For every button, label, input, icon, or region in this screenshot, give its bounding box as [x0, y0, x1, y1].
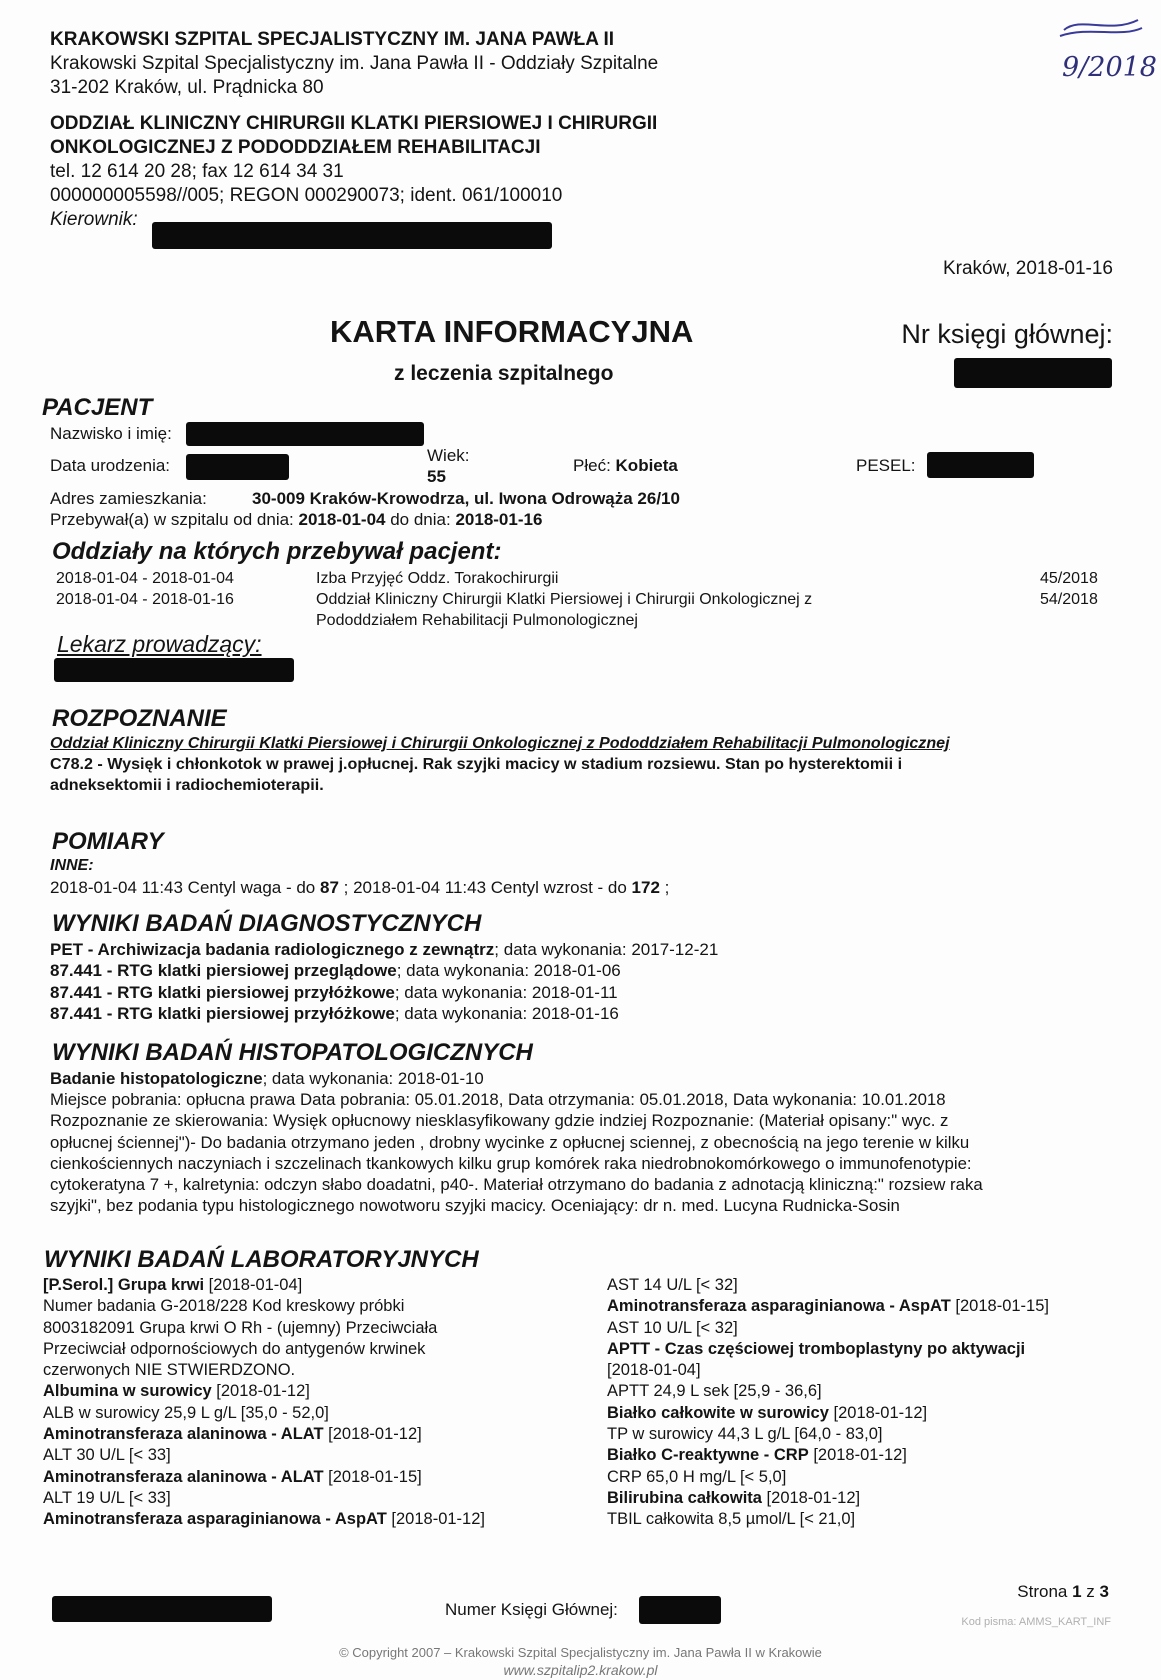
diag-test-date: ; data wykonania: 2018-01-16 [394, 1004, 619, 1024]
scribble-mark [1050, 8, 1145, 42]
diag-test-row [50, 960, 718, 981]
redacted-doctor-name [54, 658, 294, 682]
department-ids: 000000005598//005; REGON 000290073; ident. 061/100010 [50, 185, 563, 206]
patient-name-label: Nazwisko i imię: [50, 424, 172, 443]
lab-test-detail: [2018-01-15] [323, 1467, 422, 1486]
histo-title-date: ; data wykonania: 2018-01-10 [262, 1069, 484, 1088]
lab-test-detail: ALT 19 U/L [< 33] [43, 1488, 171, 1507]
wards-heading: Oddziały na których przebywał pacjent: [52, 538, 502, 565]
dob-label: Data urodzenia: [50, 456, 171, 475]
lab-row [607, 1424, 1049, 1445]
page-counter [1017, 1582, 1109, 1602]
lab-row [43, 1296, 485, 1317]
histo-title [50, 1068, 983, 1089]
lab-row [43, 1467, 485, 1488]
height-label: ; 2018-01-04 11:43 Centyl wzrost - do [338, 878, 632, 897]
lab-test-detail: [2018-01-04] [607, 1361, 701, 1380]
histo-line: opłucnej ściennej")- Do badania otrzymano jeden , drobny wycinke z opłucnej sciennej, z obecnością na jego terenie w kilku [50, 1132, 970, 1152]
redacted-dob [186, 454, 289, 480]
lab-row [607, 1488, 1049, 1509]
lab-test-detail: Numer badania G-2018/228 Kod kreskowy próbki [43, 1297, 405, 1316]
lab-heading: WYNIKI BADAŃ LABORATORYJNYCH [44, 1246, 479, 1273]
histo-line: Miejsce pobrania: opłucna prawa Data pobrania: 05.01.2018, Data otrzymania: 05.01.2018, Data wykonania: 10.01.2018 [50, 1090, 946, 1110]
histo-line: cienkościennych naczyniach i szczelinach tkankowych kilku grup komórek raka niedrobnokomórkowego o immunofenotypie: [50, 1153, 972, 1173]
lab-row [43, 1339, 485, 1360]
measurements-heading: POMIARY [52, 828, 164, 855]
histo-line: Rozpoznanie ze skierowania: Wysięk opłucnowy niesklasyfikowany gdzie indziej Rozpoznanie: (Materiał opisany:" wyc. z [50, 1111, 949, 1131]
address-value: 30-009 Kraków-Krowodrza, ul. Iwona Odrowąża 26/10 [252, 489, 680, 508]
lab-test-name: APTT - Czas częściowej tromboplastyny po aktywacji [607, 1339, 1026, 1358]
lab-row [607, 1445, 1049, 1466]
lab-test-name: Aminotransferaza alaninowa - ALAT [43, 1467, 324, 1486]
lab-test-name: Białko całkowite w surowicy [607, 1403, 829, 1422]
diag-test-name: 87.441 - RTG klatki piersiowej przyłóżkowe [50, 982, 395, 1002]
lab-test-detail: AST 14 U/L [< 32] [607, 1276, 738, 1294]
lab-row [43, 1275, 485, 1296]
redacted-patient-name [186, 422, 424, 446]
lab-row [43, 1360, 485, 1381]
lab-test-name: Aminotransferaza asparaginianowa - AspAT [607, 1297, 951, 1316]
lab-test-name: Aminotransferaza alaninowa - ALAT [43, 1425, 324, 1444]
ward-number-2: 54/2018 [1040, 591, 1098, 608]
lab-test-detail: TP w surowicy 44,3 L g/L [64,0 - 83,0] [607, 1425, 883, 1444]
lab-test-detail: 8003182091 Grupa krwi O Rh - (ujemny) Przeciwciała [43, 1318, 438, 1337]
lab-row [607, 1403, 1049, 1424]
diag-test-date: ; data wykonania: 2018-01-11 [394, 982, 618, 1002]
lab-row [43, 1403, 485, 1424]
lab-row [607, 1318, 1049, 1339]
diag-test-name: 87.441 - RTG klatki piersiowej przyłóżkowe [50, 1004, 395, 1024]
ward-name-2: Oddział Kliniczny Chirurgii Klatki Piersiowej i Chirurgii Onkologicznej z [316, 591, 813, 608]
redacted-book-number [954, 358, 1112, 388]
lab-test-detail: [2018-01-15] [950, 1297, 1049, 1316]
diagnosis-line-2: adneksektomii i radiochemioterapii. [50, 776, 324, 794]
lab-row [43, 1381, 485, 1402]
diag-test-row [50, 939, 718, 960]
lab-row [43, 1488, 485, 1509]
diag-test-row [50, 982, 718, 1003]
stay-to: 2018-01-16 [455, 510, 543, 529]
document-code: Kod pisma: AMMS_KART_INF [961, 1616, 1111, 1628]
lab-test-detail: [2018-01-04] [204, 1276, 303, 1294]
address-label: Adres zamieszkania: [50, 489, 207, 508]
hospital-header [50, 28, 658, 232]
lab-test-name: Albumina w surowicy [43, 1382, 212, 1401]
lab-test-detail: APTT 24,9 L sek [25,9 - 36,6] [607, 1382, 822, 1401]
ward-dates-1: 2018-01-04 - 2018-01-04 [56, 570, 234, 587]
stay-dates [50, 510, 542, 530]
age-value: 55 [427, 467, 446, 486]
document-date: Kraków, 2018-01-16 [942, 258, 1113, 279]
lab-test-detail: ALT 30 U/L [< 33] [43, 1446, 171, 1465]
stay-prefix: Przebywał(a) w szpitalu od dnia: [50, 510, 294, 529]
page-number: 1 [1072, 1582, 1082, 1601]
pesel-label: PESEL: [856, 456, 916, 475]
sex-value: Kobieta [615, 456, 678, 475]
lab-row [607, 1467, 1049, 1488]
hospital-name: KRAKOWSKI SZPITAL SPECJALISTYCZNY IM. JANA PAWŁA II [50, 29, 615, 50]
lab-test-detail: CRP 65,0 H mg/L [< 5,0] [607, 1467, 787, 1486]
document-subtitle: z leczenia szpitalnego [394, 362, 614, 385]
ward-name-2-cont: Pododdziałem Rehabilitacji Pulmonologicznej [316, 612, 638, 629]
department-line-1: ODDZIAŁ KLINICZNY CHIRURGII KLATKI PIERSIOWEJ I CHIRURGII [50, 113, 658, 134]
lab-test-detail: [2018-01-12] [828, 1403, 928, 1422]
lab-row [43, 1318, 485, 1339]
ward-name-1: Izba Przyjęć Oddz. Torakochirurgii [316, 570, 559, 587]
lab-test-detail: AST 10 U/L [< 32] [607, 1318, 738, 1337]
diag-test-date: ; data wykonania: 2017-12-21 [494, 940, 719, 959]
ward-number-1: 45/2018 [1040, 570, 1098, 587]
lab-row [607, 1381, 1049, 1402]
hospital-address: 31-202 Kraków, ul. Prądnicka 80 [50, 77, 324, 98]
lab-test-detail: [2018-01-12] [386, 1510, 485, 1529]
patient-heading: PACJENT [42, 394, 153, 421]
histo-line: szyjki", bez podania typu histologicznego nowotworu szyjki macicy. Oceniający: dr n. med. Lucyna Rudnicka-Sosin [50, 1196, 900, 1216]
redacted-footer-book-number [639, 1596, 721, 1624]
lab-row [43, 1424, 485, 1445]
copyright: © Copyright 2007 – Krakowski Szpital Specjalistyczny im. Jana Pawła II w Krakowie [339, 1645, 822, 1660]
department-line-2: ONKOLOGICZNEJ Z PODODDZIAŁEM REHABILITACJI [50, 137, 541, 158]
diag-test-name: PET - Archiwizacja badania radiologicznego z zewnątrz [50, 940, 495, 959]
redacted-pesel [927, 452, 1034, 478]
lab-row [607, 1296, 1049, 1317]
lab-left-column [43, 1275, 485, 1531]
stay-mid: do dnia: [390, 510, 451, 529]
lab-row [607, 1275, 1049, 1296]
doctor-heading: Lekarz prowadzący: [57, 631, 262, 657]
measurements-values [50, 878, 669, 898]
diagnosis-line-1: C78.2 - Wysięk i chłonkotok w prawej j.opłucnej. Rak szyjki macicy w stadium rozsiewu. Stan po hysterektomii i [50, 755, 903, 773]
measurements-end: ; [659, 878, 670, 897]
lab-right-column [607, 1275, 1049, 1531]
ward-dates-2: 2018-01-04 - 2018-01-16 [56, 591, 234, 608]
diagnosis-heading: ROZPOZNANIE [52, 705, 227, 732]
handwritten-note: 9/2018 [1062, 52, 1157, 83]
lab-test-detail: czerwonych NIE STWIERDZONO. [43, 1361, 296, 1380]
website-url: www.szpitalip2.krakow.pl [503, 1662, 658, 1678]
lab-test-detail: Przeciwciał odpornościowych do antygenów krwinek [43, 1339, 426, 1358]
sex-label: Płeć: [573, 456, 611, 475]
weight-label: 2018-01-04 11:43 Centyl waga - do [50, 878, 320, 897]
head-label: Kierownik: [50, 209, 138, 230]
lab-test-detail: [2018-01-12] [808, 1446, 907, 1465]
page-prefix: Strona [1017, 1582, 1068, 1601]
lab-row [607, 1509, 1049, 1530]
histo-line: cytokeratyna 7 +, kalretynia: odczyn słabo doadatni, p40-. Materiał otrzymano do badania z adnotacją kliniczną:" rozsiew raka [50, 1175, 983, 1195]
diag-test-date: ; data wykonania: 2018-01-06 [396, 961, 621, 981]
age-label: Wiek: [427, 446, 470, 465]
diag-test-row [50, 1003, 718, 1024]
book-number-label: Nr księgi głównej: [901, 319, 1113, 349]
lab-row [607, 1339, 1049, 1360]
redacted-footer-name [52, 1596, 272, 1622]
lab-test-name: Białko C-reaktywne - CRP [607, 1446, 809, 1465]
lab-row [607, 1360, 1049, 1381]
document-title: KARTA INFORMACYJNA [330, 314, 694, 349]
hospital-subname: Krakowski Szpital Specjalistyczny im. Jana Pawła II - Oddziały Szpitalne [50, 53, 659, 74]
height-value: 172 [631, 878, 660, 897]
lab-test-detail: [2018-01-12] [761, 1488, 861, 1507]
stay-from: 2018-01-04 [298, 510, 386, 529]
weight-value: 87 [319, 878, 339, 897]
lab-row [43, 1509, 485, 1530]
lab-test-name: [P.Serol.] Grupa krwi [43, 1276, 205, 1294]
redacted-head-name [152, 222, 552, 249]
lab-test-detail: [2018-01-12] [211, 1382, 310, 1401]
lab-test-detail: ALB w surowicy 25,9 L g/L [35,0 - 52,0] [43, 1403, 329, 1422]
page-mid: z [1086, 1582, 1095, 1601]
measurements-sub: INNE: [50, 857, 94, 874]
lab-test-detail: [2018-01-12] [323, 1425, 422, 1444]
diag-test-name: 87.441 - RTG klatki piersiowej przeglądowe [50, 961, 397, 981]
footer-book-label: Numer Księgi Głównej: [445, 1600, 618, 1619]
page-total: 3 [1099, 1582, 1109, 1601]
lab-test-name: Bilirubina całkowita [607, 1488, 762, 1507]
diag-tests-heading: WYNIKI BADAŃ DIAGNOSTYCZNYCH [52, 910, 482, 937]
diagnosis-ward: Oddział Kliniczny Chirurgii Klatki Piersiowej i Chirurgii Onkologicznej z Pododdziałem Rehabilitacji Pulmonologicznej [50, 734, 950, 752]
lab-test-detail: TBIL całkowita 8,5 µmol/L [< 21,0] [607, 1510, 856, 1529]
lab-row [43, 1445, 485, 1466]
department-phone: tel. 12 614 20 28; fax 12 614 34 31 [50, 161, 344, 182]
histo-heading: WYNIKI BADAŃ HISTOPATOLOGICZNYCH [52, 1039, 533, 1066]
histo-title-name: Badanie histopatologiczne [50, 1069, 263, 1088]
lab-test-name: Aminotransferaza asparaginianowa - AspAT [43, 1510, 387, 1529]
